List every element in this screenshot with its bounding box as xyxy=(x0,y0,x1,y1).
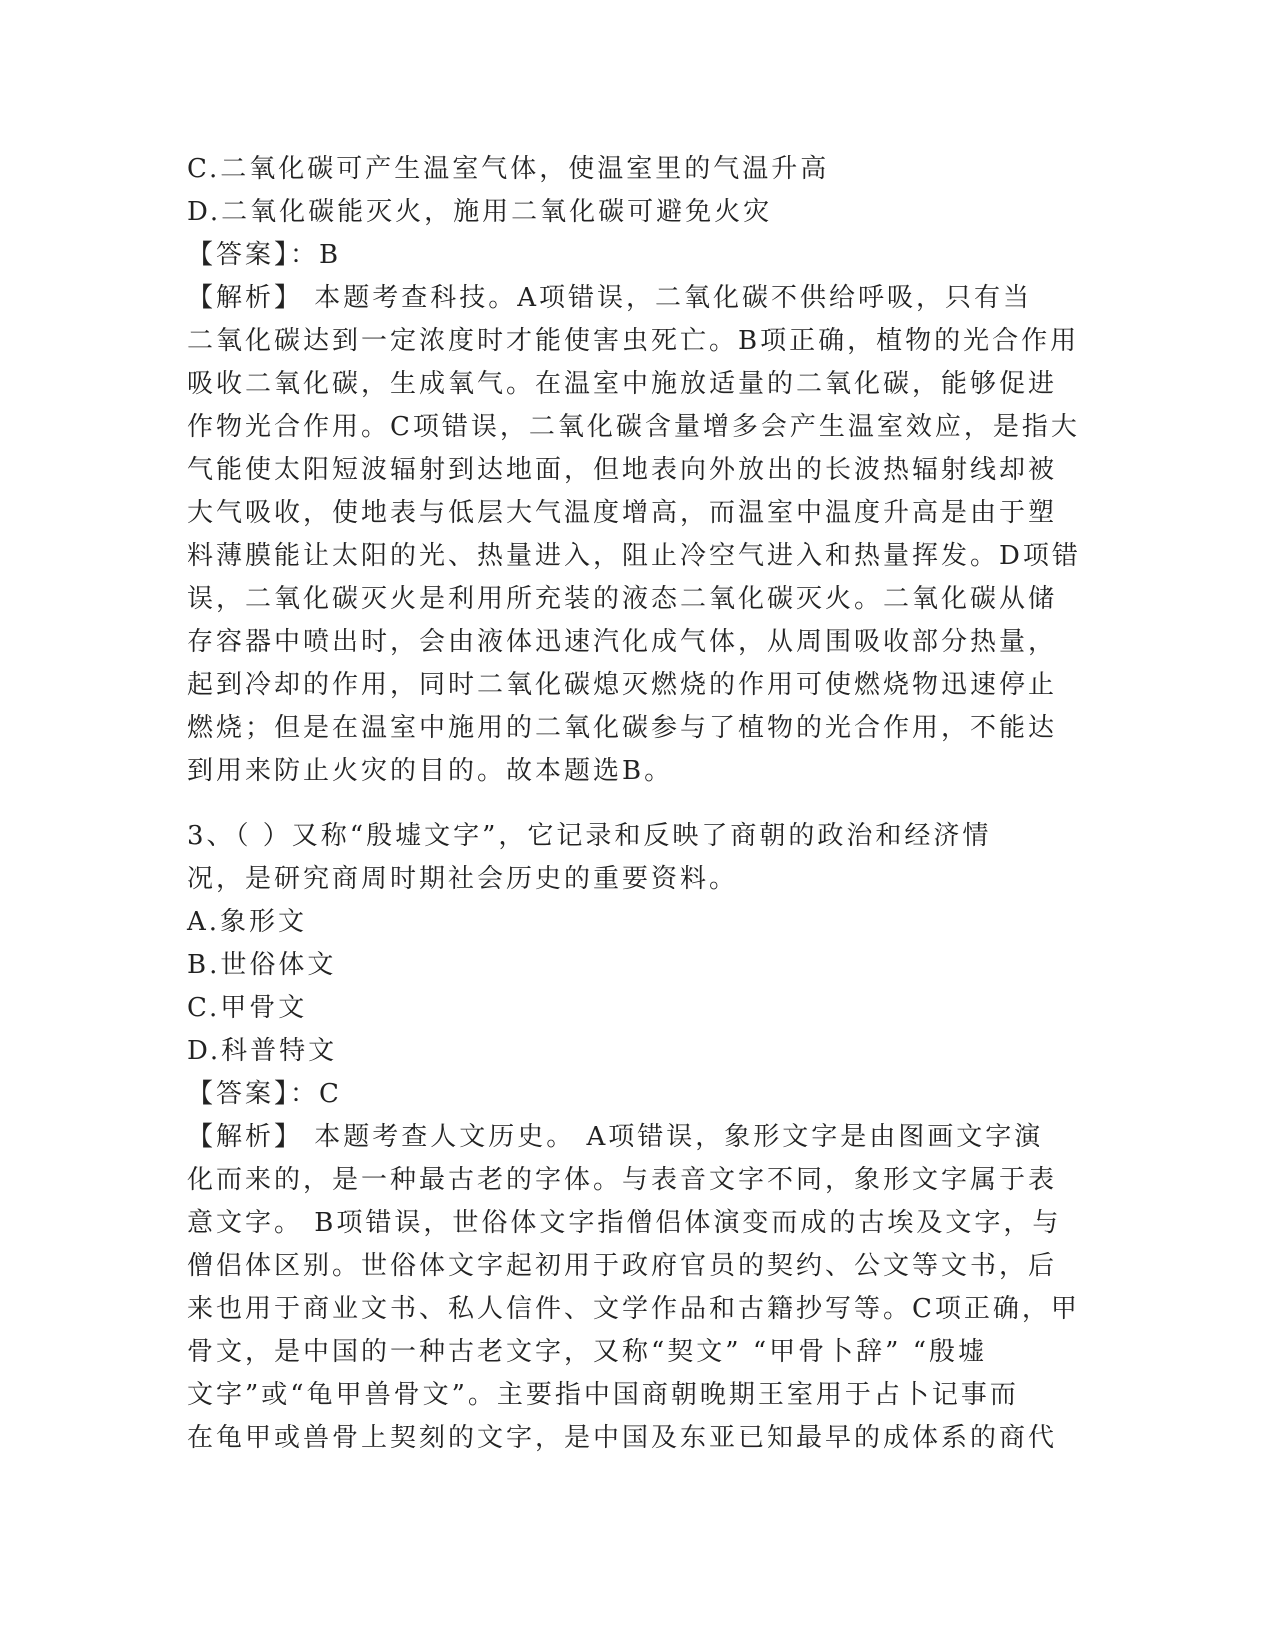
q2-analysis-line: 料薄膜能让太阳的光、热量进入，阻止冷空气进入和热量挥发。D项错 xyxy=(187,541,1081,571)
q3-option-c: C.甲骨文 xyxy=(187,993,308,1023)
q2-answer: 【答案】：B xyxy=(187,240,342,270)
q2-analysis-line: 【解析】 本题考查科技。A项错误，二氧化碳不供给呼吸，只有当 xyxy=(187,283,1033,313)
q2-analysis-line: 吸收二氧化碳，生成氧气。在温室中施放适量的二氧化碳，能够促进 xyxy=(187,369,1058,399)
q3-stem-line: 3、（ ）又称“殷墟文字”，它记录和反映了商朝的政治和经济情 xyxy=(187,821,992,851)
q3-analysis-line: 骨文，是中国的一种古老文字，又称“契文” “甲骨卜辞” “殷墟 xyxy=(187,1337,987,1367)
q2-option-c: C.二氧化碳可产生温室气体，使温室里的气温升高 xyxy=(187,154,830,184)
document-page xyxy=(187,148,1087,1460)
q3-analysis-line: 来也用于商业文书、私人信件、文学作品和古籍抄写等。C项正确，甲 xyxy=(187,1294,1080,1324)
section-gap xyxy=(187,793,1087,815)
q2-analysis-line: 气能使太阳短波辐射到达地面，但地表向外放出的长波热辐射线却被 xyxy=(187,455,1058,485)
q3-analysis-line: 意文字。 B项错误，世俗体文字指僧侣体演变而成的古埃及文字，与 xyxy=(187,1208,1062,1238)
q3-analysis-line: 文字”或“龟甲兽骨文”。主要指中国商朝晚期王室用于占卜记事而 xyxy=(187,1380,1019,1410)
q2-analysis-line: 存容器中喷出时，会由液体迅速汽化成气体，从周围吸收部分热量， xyxy=(187,627,1058,657)
q3-option-b: B.世俗体文 xyxy=(187,950,337,980)
q2-analysis-line: 作物光合作用。C项错误，二氧化碳含量增多会产生温室效应，是指大 xyxy=(187,412,1080,442)
q2-option-d: D.二氧化碳能灭火，施用二氧化碳可避免火灾 xyxy=(187,197,773,227)
q3-answer: 【答案】：C xyxy=(187,1079,342,1109)
q2-analysis-line: 起到冷却的作用，同时二氧化碳熄灭燃烧的作用可使燃烧物迅速停止 xyxy=(187,670,1058,700)
q3-analysis-line: 僧侣体区别。世俗体文字起初用于政府官员的契约、公文等文书，后 xyxy=(187,1251,1058,1281)
q2-analysis-line: 到用来防止火灾的目的。故本题选B。 xyxy=(187,756,674,786)
q3-option-d: D.科普特文 xyxy=(187,1036,338,1066)
q3-analysis-line: 化而来的，是一种最古老的字体。与表音文字不同，象形文字属于表 xyxy=(187,1165,1058,1195)
q3-option-a: A.象形文 xyxy=(187,907,308,937)
q2-analysis-line: 大气吸收，使地表与低层大气温度增高，而温室中温度升高是由于塑 xyxy=(187,498,1058,528)
q2-analysis-line: 误，二氧化碳灭火是利用所充装的液态二氧化碳灭火。二氧化碳从储 xyxy=(187,584,1058,614)
q2-analysis-line: 燃烧；但是在温室中施用的二氧化碳参与了植物的光合作用，不能达 xyxy=(187,713,1058,743)
q3-analysis-line: 在龟甲或兽骨上契刻的文字，是中国及东亚已知最早的成体系的商代 xyxy=(187,1423,1058,1453)
q3-stem-line: 况，是研究商周时期社会历史的重要资料。 xyxy=(187,864,739,894)
q3-analysis-line: 【解析】 本题考查人文历史。 A项错误，象形文字是由图画文字演 xyxy=(187,1122,1044,1152)
q2-analysis-line: 二氧化碳达到一定浓度时才能使害虫死亡。B项正确，植物的光合作用 xyxy=(187,326,1080,356)
